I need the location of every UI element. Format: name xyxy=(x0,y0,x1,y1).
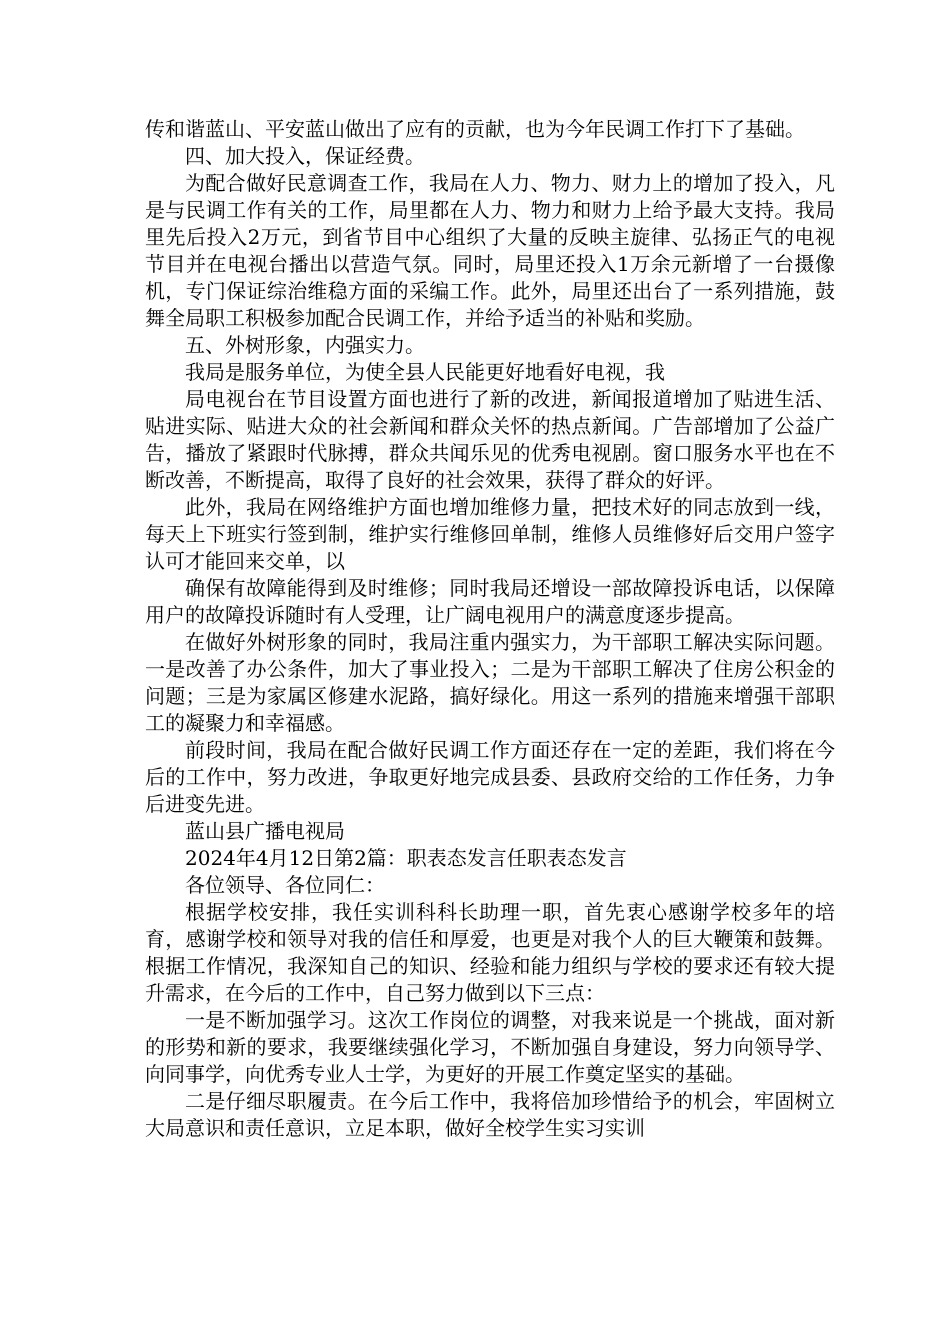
paragraph-conclusion: 前段时间，我局在配合做好民调工作方面还存在一定的差距，我们将在今后的工作中，努力改进，争取更好地完成县委、县政府交给的工作任务，力争后进变先进。 xyxy=(145,738,835,816)
paragraph-1: 传和谐蓝山、平安蓝山做出了应有的贡献，也为今年民调工作打下了基础。 xyxy=(145,117,805,141)
paragraph-complaint-hotline: 确保有故障能得到及时维修；同时我局还增设一部故障投诉电话，以保障用户的故障投诉随时有人受理，让广阔电视用户的满意度逐步提高。 xyxy=(145,576,835,627)
section-heading-5: 五、外树形象，内强实力。 xyxy=(185,333,425,357)
date-and-next-title: 2024年4月12日第2篇：职表态发言任职表态发言 xyxy=(185,846,627,870)
paragraph-point-one: 一是不断加强学习。这次工作岗位的调整，对我来说是一个挑战，面对新的形势和新的要求，我要继续强化学习，不断加强自身建设，努力向领导学、向同事学，向优秀专业人士学，为更好的开展工作奠定坚实的基础。 xyxy=(145,1008,835,1086)
signature-organization: 蓝山县广播电视局 xyxy=(185,819,345,843)
paragraph-tv-station: 局电视台在节目设置方面也进行了新的改进，新闻报道增加了贴进生活、贴进实际、贴进大众的社会新闻和群众关怀的热点新闻。广告部增加了公益广告，播放了紧跟时代脉搏，群众共闻乐见的优秀电视剧。窗口服务水平也在不断改善，不断提高，取得了良好的社会效果，获得了群众的好评。 xyxy=(145,387,835,492)
paragraph-service-intro: 我局是服务单位，为使全县人民能更好地看好电视，我 xyxy=(185,360,665,384)
paragraph-internal-strength: 在做好外树形象的同时，我局注重内强实力，为干部职工解决实际问题。一是改善了办公条件，加大了事业投入；二是为干部职工解决了住房公积金的问题；三是为家属区修建水泥路，搞好绿化。用这一系列的措施来增强干部职工的凝聚力和幸福感。 xyxy=(145,630,835,735)
paragraph-funding: 为配合做好民意调查工作，我局在人力、物力、财力上的增加了投入，凡是与民调工作有关的工作，局里都在人力、物力和财力上给予最大支持。我局里先后投入2万元，到省节目中心组织了大量的反映主旋律、弘扬正气的电视节目并在电视台播出以营造气氛。同时，局里还投入1万余元新增了一台摄像机，专门保证综治维稳方面的采编工作。此外，局里还出台了一系列措施，鼓舞全局职工积极参加配合民调工作，并给予适当的补贴和奖励。 xyxy=(145,171,835,330)
salutation: 各位领导、各位同仁： xyxy=(185,873,385,897)
paragraph-network-maintenance: 此外，我局在网络维护方面也增加维修力量，把技术好的同志放到一线，每天上下班实行签到制，维护实行维修回单制，维修人员维修好后交用户签字认可才能回来交单，以 xyxy=(145,495,835,573)
paragraph-point-two: 二是仔细尽职履责。在今后工作中，我将倍加珍惜给予的机会，牢固树立大局意识和责任意识，立足本职，做好全校学生实习实训 xyxy=(145,1089,835,1140)
document-page xyxy=(145,116,835,1142)
section-heading-4: 四、加大投入，保证经费。 xyxy=(185,144,425,168)
paragraph-appointment: 根据学校安排，我任实训科科长助理一职，首先衷心感谢学校多年的培育，感谢学校和领导对我的信任和厚爱，也更是对我个人的巨大鞭策和鼓舞。根据工作情况，我深知自己的知识、经验和能力组织与学校的要求还有较大提升需求，在今后的工作中，自己努力做到以下三点： xyxy=(145,900,835,1005)
